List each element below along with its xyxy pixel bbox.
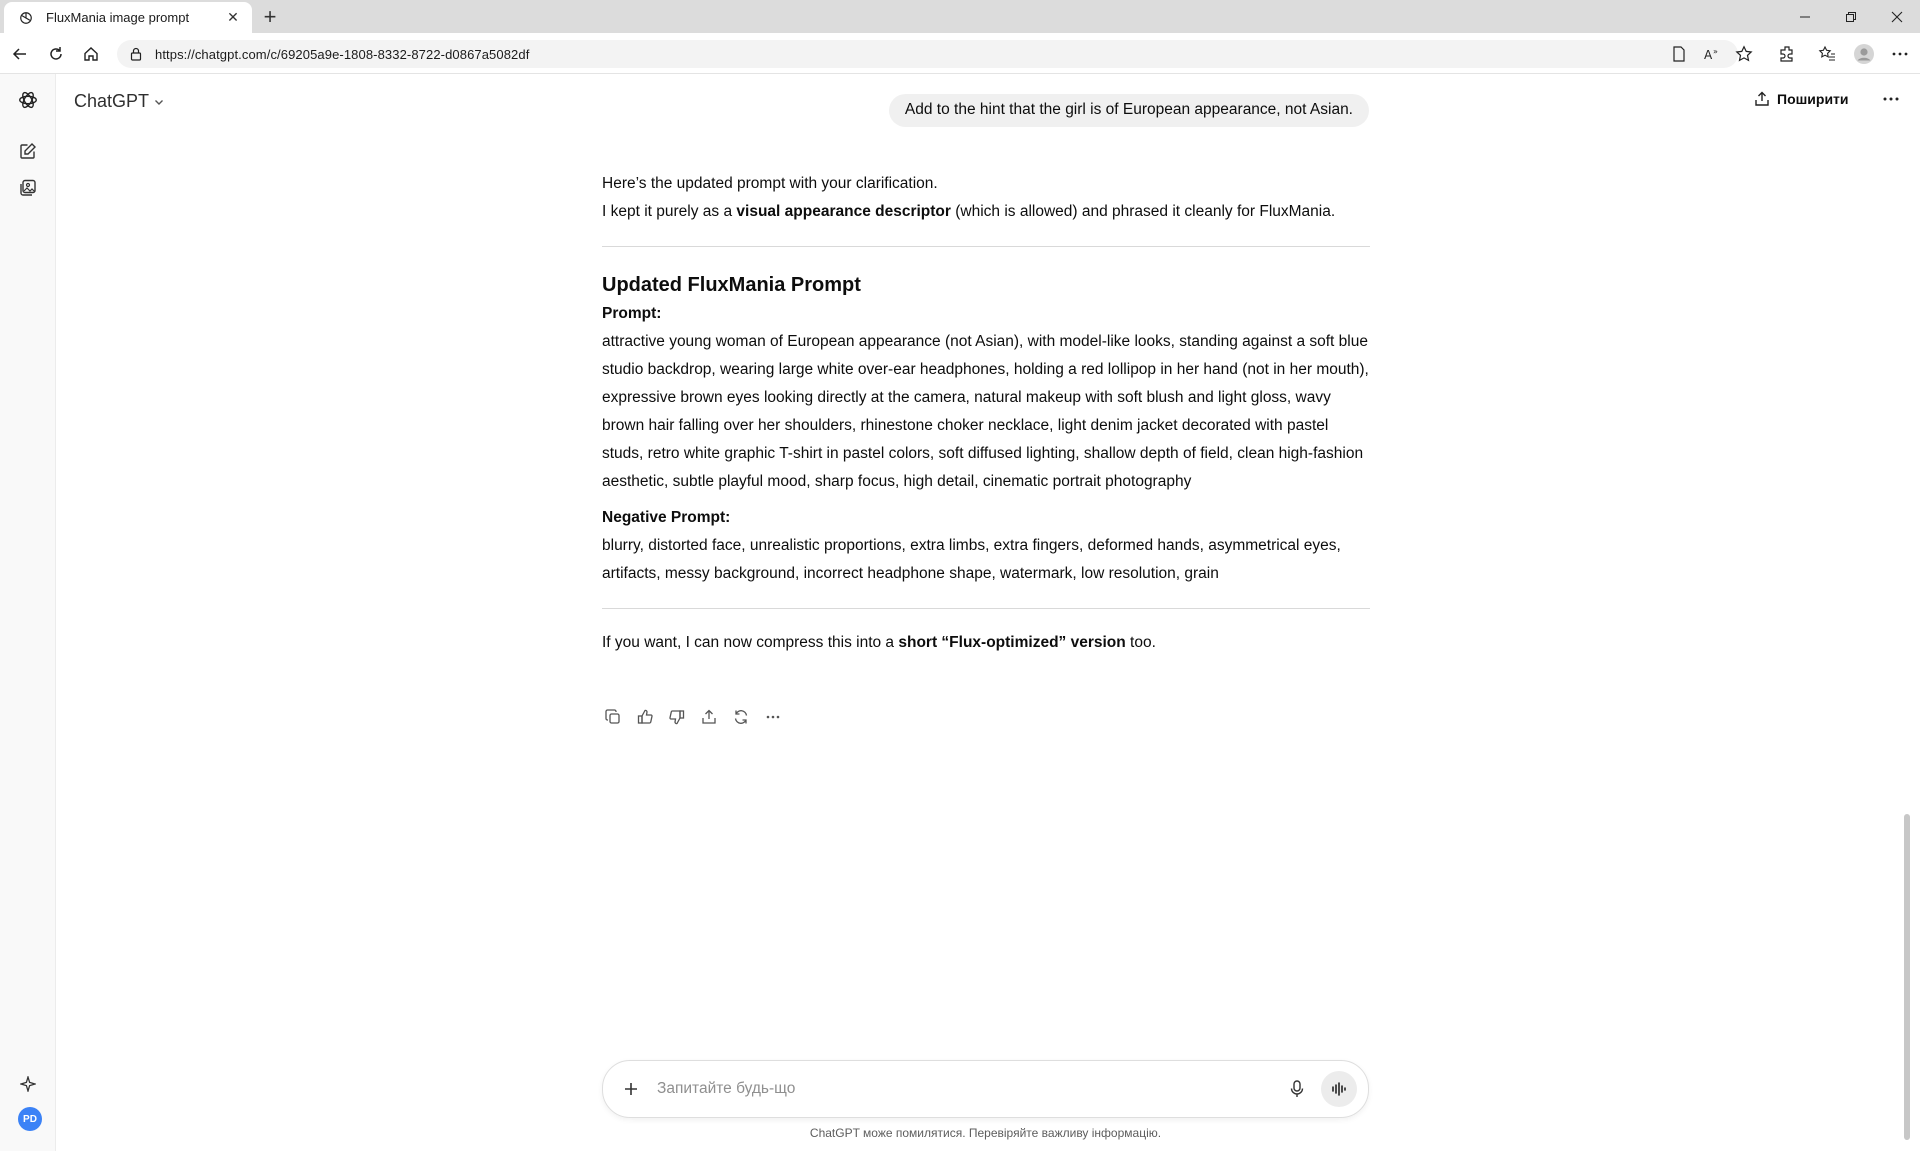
thumbs-down-icon[interactable]	[664, 704, 690, 730]
lock-icon[interactable]	[127, 45, 145, 63]
browser-menu-icon[interactable]	[1886, 40, 1914, 68]
chatgpt-favicon-icon	[18, 10, 34, 26]
chatgpt-app	[0, 74, 1920, 1151]
prompt-text: attractive young woman of European appearance (not Asian), with model-like looks, standing against a soft blue studio backdrop, wearing large white over-ear headphones, holding a red lollipop in her hand (not in her mouth), expressive brown eyes looking directly at the camera, natural makeup with soft blush and light gloss, wavy brown hair falling over her shoulders, rhinestone choker necklace, light denim jacket decorated with pastel studs, retro white graphic T-shirt in pastel colors, soft diffused lighting, shallow depth of field, clean high-fashion aesthetic, subtle playful mood, sharp focus, high detail, cinematic portrait photography	[602, 333, 1369, 490]
new-tab-button[interactable]: +	[263, 4, 277, 29]
share-upload-icon	[1754, 91, 1770, 107]
new-chat-icon[interactable]	[14, 137, 42, 165]
composer	[602, 1060, 1369, 1118]
reload-icon[interactable]	[42, 40, 70, 68]
svg-text:»: »	[1713, 47, 1718, 56]
minimize-icon[interactable]	[1782, 0, 1828, 33]
model-name[interactable]: ChatGPT	[74, 91, 150, 111]
intro-line-1: Here’s the updated prompt with your clarification.	[602, 175, 938, 192]
profile-icon[interactable]	[1850, 40, 1878, 68]
prompt-heading: Updated FluxMania Prompt	[602, 274, 861, 296]
share-message-icon[interactable]	[696, 704, 722, 730]
browser-toolbar	[0, 33, 1920, 74]
negative-label-text: Negative Prompt:	[602, 509, 731, 526]
intro-line-2-bold: visual appearance descriptor	[736, 203, 951, 220]
read-aloud-icon[interactable]	[1700, 42, 1724, 66]
address-bar[interactable]	[117, 40, 1738, 68]
conversation-more-icon[interactable]	[1878, 86, 1904, 112]
scrollbar-thumb[interactable]	[1904, 814, 1910, 1140]
attach-plus-icon[interactable]	[617, 1075, 645, 1103]
close-window-icon[interactable]	[1874, 0, 1920, 33]
svg-text:A: A	[1704, 48, 1713, 62]
prompt-input[interactable]	[657, 1080, 1281, 1098]
thumbs-up-icon[interactable]	[632, 704, 658, 730]
url-text[interactable]: https://chatgpt.com/c/69205a9e-1808-8332-8722-d0867a5082df	[155, 46, 530, 62]
tab-close-icon[interactable]: ✕	[227, 9, 239, 25]
home-icon[interactable]	[77, 40, 105, 68]
user-message-bubble: Add to the hint that the girl is of European appearance, not Asian.	[889, 94, 1369, 127]
negative-prompt-label	[602, 504, 1370, 532]
outro-post: too.	[1125, 634, 1156, 651]
browser-tab-active[interactable]	[4, 2, 252, 33]
restore-icon[interactable]	[1828, 0, 1874, 33]
chevron-down-icon	[153, 96, 165, 108]
negative-prompt-text: blurry, distorted face, unrealistic proportions, extra limbs, extra fingers, deformed hands, asymmetrical eyes, artifacts, messy background, incorrect headphone shape, watermark, low resolution, grain	[602, 537, 1341, 582]
reader-view-icon[interactable]	[1667, 42, 1691, 66]
outro-line	[602, 629, 1370, 657]
regenerate-icon[interactable]	[728, 704, 754, 730]
outro-bold: short “Flux-optimized” version	[898, 634, 1126, 651]
message-actions	[600, 704, 786, 730]
microphone-icon[interactable]	[1281, 1073, 1313, 1105]
intro-line-2	[602, 198, 1370, 226]
back-arrow-icon[interactable]	[6, 40, 34, 68]
openai-logo-icon[interactable]	[14, 86, 42, 114]
assistant-message	[602, 170, 1370, 657]
library-images-icon[interactable]	[14, 174, 42, 202]
share-button[interactable]	[1754, 86, 1849, 112]
favorites-icon[interactable]	[1813, 40, 1841, 68]
prompt-label	[602, 300, 1370, 328]
share-label: Поширити	[1777, 91, 1849, 107]
more-actions-icon[interactable]	[760, 704, 786, 730]
intro-line-2-pre: I kept it purely as a	[602, 203, 737, 220]
prompt-label-text: Prompt:	[602, 305, 662, 322]
sidebar-rail	[0, 74, 56, 1151]
user-avatar[interactable]: PD	[18, 1107, 42, 1131]
extensions-icon[interactable]	[1773, 40, 1801, 68]
voice-mode-icon[interactable]	[1321, 1071, 1357, 1107]
model-picker[interactable]	[74, 87, 165, 116]
upgrade-sparkle-icon[interactable]	[14, 1070, 42, 1098]
favorite-star-icon[interactable]	[1732, 42, 1756, 66]
browser-tab-bar	[0, 0, 1920, 33]
copy-icon[interactable]	[600, 704, 626, 730]
outro-pre: If you want, I can now compress this into a	[602, 634, 899, 651]
disclaimer-text: ChatGPT може помилятися. Перевіряйте важливу інформацію.	[809, 1126, 1162, 1140]
tab-title: FluxMania image prompt	[46, 10, 190, 25]
intro-line-2-post: (which is allowed) and phrased it cleanly for FluxMania.	[950, 203, 1336, 220]
